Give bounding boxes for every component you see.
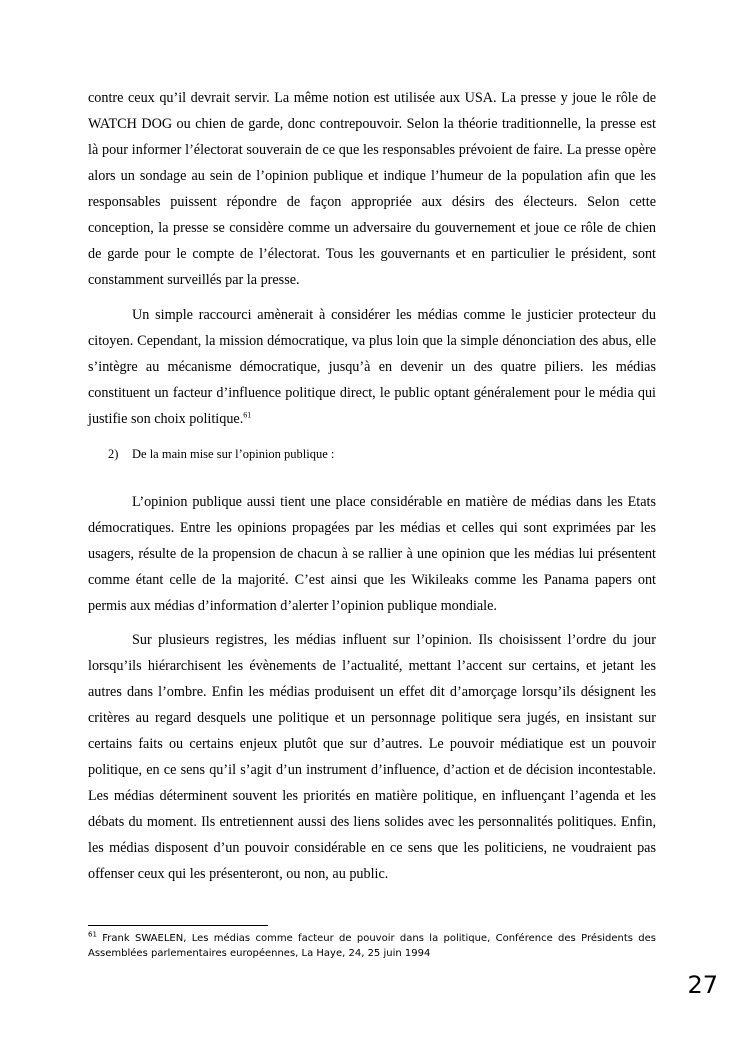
- body-paragraph-4: Sur plusieurs registres, les médias influent sur l’opinion. Ils choisissent l’ordre du jour lorsqu’ils hiérarchisent les évènements de l’actualité, mettant l’accent sur certains, et jetant les autres dans l’ombre. Enfin les médias produisent un effet dit d’amorçage lorsqu’ils désignent les critères au regard desquels une politique et un personnage politique sera jugés, en insistant sur certains faits ou certains enjeux plutôt que sur d’autres. Le pouvoir médiatique est un pouvoir politique, en ce sens qu’il s’agit d’un instrument d’influence, d’action et de décision incontestable. Les médias déterminent souvent les priorités en matière politique, en influençant l’agenda et les débats du moment. Ils entretiennent aussi des liens solides avec les personnalités politiques. Enfin, les médias disposent d’un pouvoir considérable en ce sens que les politiciens, ne voudraient pas offenser ceux qui les présenteront, ou non, au public.: [88, 632, 656, 882]
- section-heading: [108, 445, 334, 463]
- body-paragraph-2-text: Un simple raccourci amènerait à considérer les médias comme le justicier protecteur du citoyen. Cependant, la mission démocratique, va plus loin que la simple dénonciation des abus, elle s’intègre au mécanisme démocratique, jusqu’à en devenir un des quatre piliers. les médias constituent un facteur d’influence politique direct, le public optant généralement pour le média qui justifie son choix politique.: [88, 307, 656, 427]
- body-paragraph-2: [88, 302, 656, 432]
- section-heading-text: De la main mise sur l’opinion publique :: [132, 447, 335, 461]
- footnote-number: 61: [88, 930, 97, 939]
- body-paragraph-3: L’opinion publique aussi tient une place considérable en matière de médias dans les Etats démocratiques. Entre les opinions propagées par les médias et celles qui sont exprimées par les usagers, résulte de la propension de chacun à se rallier à une opinion que les médias lui présentent comme étant celle de la majorité. C’est ainsi que les Wikileaks comme les Panama papers ont permis aux médias d’information d’alerter l’opinion publique mondiale.: [88, 494, 656, 614]
- body-paragraph-1: contre ceux qu’il devrait servir. La même notion est utilisée aux USA. La presse y joue le rôle de WATCH DOG ou chien de garde, donc contrepouvoir. Selon la théorie traditionnelle, la presse est là pour informer l’électorat souverain de ce que les responsables prévoient de faire. La presse opère alors un sondage au sein de l’opinion publique et indique l’humeur de la population afin que les responsables puissent répondre de façon appropriée aux désirs des électeurs. Selon cette conception, la presse se considère comme un adversaire du gouvernement et joue ce rôle de chien de garde pour le compte de l’électorat. Tous les gouvernants et en particulier le président, sont constamment surveillés par la presse.: [88, 90, 656, 288]
- footnote-divider: [88, 925, 268, 926]
- footnote: [88, 931, 656, 961]
- footnote-reference: 61: [243, 410, 252, 420]
- page-number: 27: [687, 971, 718, 999]
- section-heading-number: 2): [108, 447, 119, 461]
- footnote-text: Frank SWAELEN, Les médias comme facteur de pouvoir dans la politique, Conférence des Présidents des Assemblées parlementaires européennes, La Haye, 24, 25 juin 1994: [88, 933, 656, 959]
